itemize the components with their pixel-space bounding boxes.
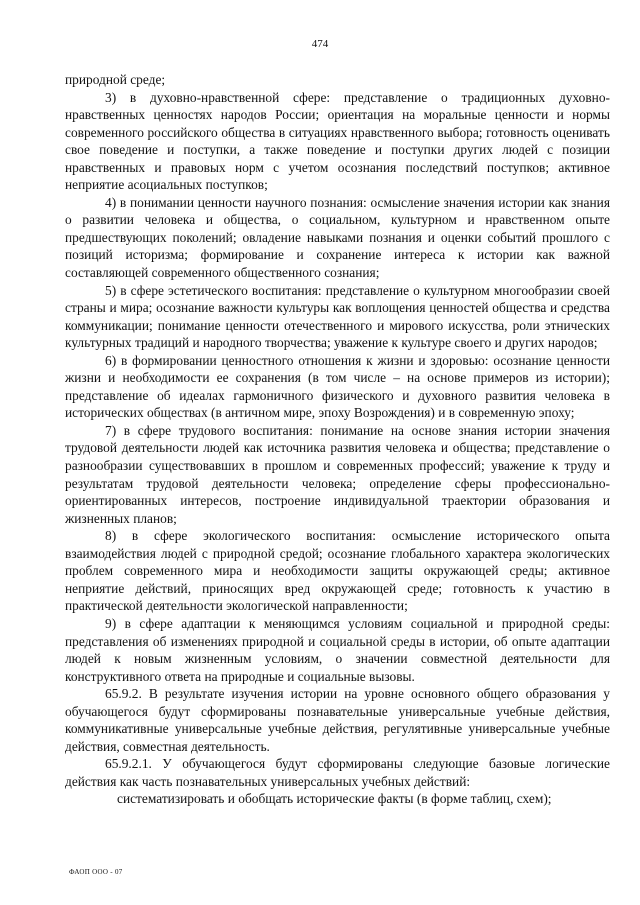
paragraph-item-8: 8) в сфере экологического воспитания: осмысление исторического опыта взаимодействия людей с природной средой; осознание глобального характера экологических проблем современного мира и необходимости защиты окружающей среды; активное неприятие действий, приносящих вред окружающей среде; готовность к участию в практической деятельности экологической направленности; [65, 528, 610, 614]
paragraph-section-65-9-2: 65.9.2. В результате изучения истории на уровне основного общего образования у обучающегося будут сформированы познавательные универсальные учебные действия, коммуникативные универсальные учебные действия, регулятивные универсальные учебные действия, совместная деятельность. [65, 686, 610, 754]
paragraph-continuation: природной среде; [65, 72, 166, 87]
paragraph-item-4: 4) в понимании ценности научного познания: осмысление значения истории как знания о развитии человека и общества, о социальном, культурном и нравственном опыте предшествующих поколений; овладение навыками познания и оценки событий прошлого с позиций историзма; формирование и сохранение интереса к истории как важной составляющей современного общественного сознания; [65, 194, 610, 281]
paragraph-item-6: 6) в формировании ценностного отношения к жизни и здоровью: осознание ценности жизни и необходимости ее сохранения (в том числе – на основе примеров из истории); представление об идеалах гармоничного физического и духовного развития человека в исторических обществах (в античном мире, эпоху Возрождения) и в современную эпоху; [65, 352, 610, 421]
paragraph-item-5: 5) в сфере эстетического воспитания: представление о культурном многообразии своей страны и мира; осознание важности культуры как воплощения ценностей общества и средства коммуникации; понимание ценности отечественного и мирового искусства, роли этнических культурных традиций и народного творчества; уважение к культуре своего и других народов; [65, 282, 610, 351]
paragraph-item-9: 9) в сфере адаптации к меняющимся условиям социальной и природной среды: представления об изменениях природной и социальной среды в истории, об опыте адаптации людей к новым жизненным условиям, о значении совместной деятельности для конструктивного ответа на природные и социальные вызовы. [65, 615, 610, 684]
paragraph-section-65-9-2-1: 65.9.2.1. У обучающегося будут сформированы следующие базовые логические действия как часть познавательных универсальных учебных действий: [65, 756, 610, 789]
page-number: 474 [311, 38, 329, 50]
paragraph-list-item: систематизировать и обобщать исторические факты (в форме таблиц, схем); [117, 791, 552, 807]
paragraph-item-3: 3) в духовно-нравственной сфере: представление о традиционных духовно-нравственных ценностях народов России; ориентация на моральные ценности и нормы современного российского общества в ситуациях нравственного выбора; готовность оценивать свое поведение и поступки, а также поведение и поступки других людей с позиции нравственных и правовых норм с учетом осознания последствий поступков; активное неприятие асоциальных поступков; [65, 89, 610, 193]
paragraph-item-7: 7) в сфере трудового воспитания: понимание на основе знания истории значения трудовой деятельности людей как источника развития человека и общества; представление о разнообразии существовавших в прошлом и современных профессий; уважение к труду и результатам трудовой деятельности человека; определение сферы профессионально-ориентированных интересов, построение индивидуальной траектории образования и жизненных планов; [65, 422, 610, 526]
document-body [65, 71, 610, 808]
footer-label: ФАОП ООО - 07 [69, 868, 123, 876]
